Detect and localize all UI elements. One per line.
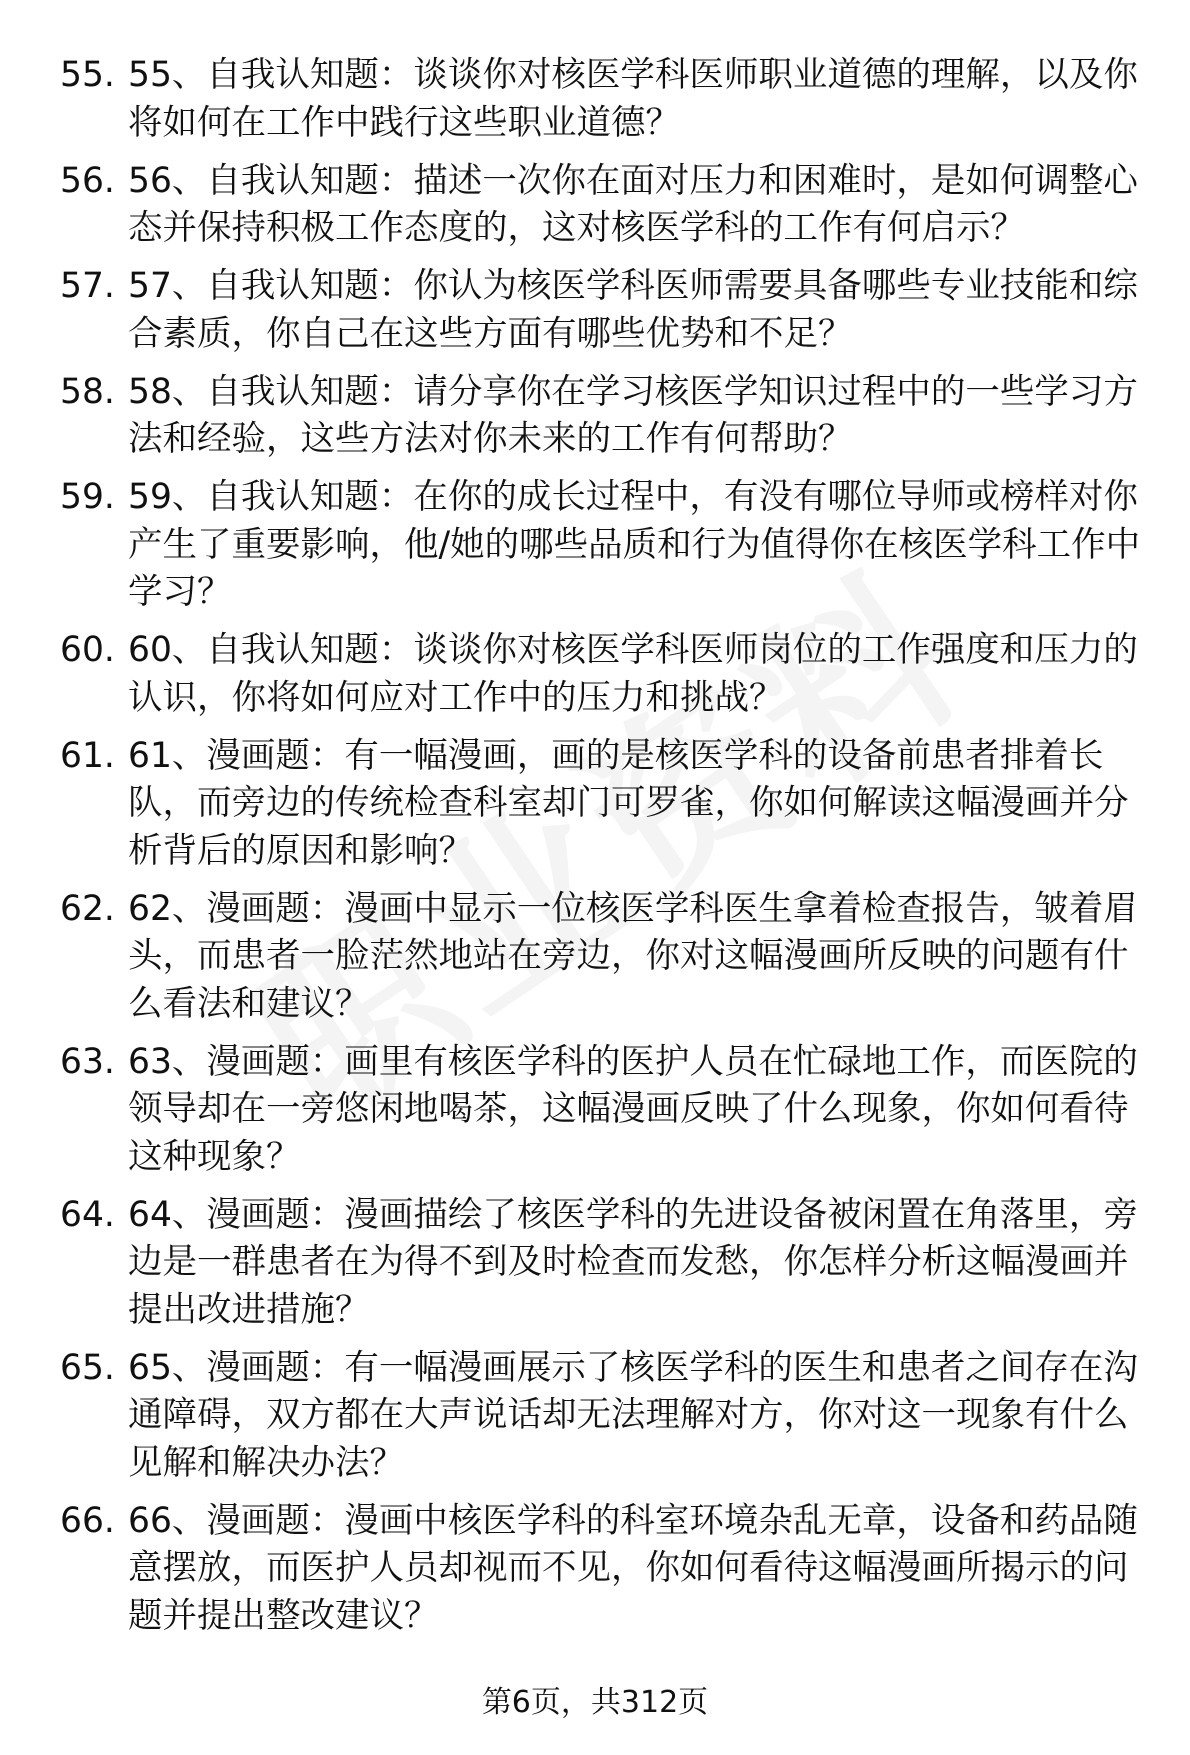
question-number: 61. [60, 735, 115, 776]
question-item [60, 1345, 1150, 1488]
question-item [60, 1192, 1150, 1335]
question-text: 56、自我认知题：描述一次你在面对压力和困难时，是如何调整心态并保持积极工作态度的，这对核医学科的工作有何启示？ [128, 160, 1138, 248]
question-number: 60. [60, 630, 115, 670]
question-number: 59. [60, 477, 115, 517]
question-item [60, 627, 1150, 722]
question-text: 57、自我认知题：你认为核医学科医师需要具备哪些专业技能和综合素质，你自己在这些方面有哪些优势和不足？ [128, 266, 1138, 354]
question-text: 58、自我认知题：请分享你在学习核医学知识过程中的一些学习方法和经验，这些方法对你未来的工作有何帮助？ [128, 371, 1138, 459]
question-text: 62、漫画题：漫画中显示一位核医学科医生拿着检查报告，皱着眉头，而患者一脸茫然地站在旁边，你对这幅漫画所反映的问题有什么看法和建议？ [128, 888, 1138, 1024]
question-item [60, 52, 1150, 147]
question-item [60, 474, 1150, 617]
question-number: 55. [60, 55, 115, 95]
question-item [60, 369, 1150, 464]
question-item [60, 1039, 1150, 1182]
question-text: 64、漫画题：漫画描绘了核医学科的先进设备被闲置在角落里，旁边是一群患者在为得不到及时检查而发愁，你怎样分析这幅漫画并提出改进措施？ [128, 1194, 1138, 1330]
page-footer: 第6页，共312页 [481, 1685, 709, 1720]
question-number: 66. [60, 1500, 115, 1541]
question-text: 65、漫画题：有一幅漫画展示了核医学科的医生和患者之间存在沟通障碍，双方都在大声说话却无法理解对方，你对这一现象有什么见解和解决办法？ [128, 1347, 1138, 1483]
question-text: 66、漫画题：漫画中核医学科的科室环境杂乱无章，设备和药品随意摆放，而医护人员却视而不见，你如何看待这幅漫画所揭示的问题并提出整改建议？ [128, 1500, 1138, 1636]
question-text: 59、自我认知题：在你的成长过程中，有没有哪位导师或榜样对你产生了重要影响，他/她的哪些品质和行为值得你在核医学科工作中学习？ [128, 477, 1141, 612]
question-text: 55、自我认知题：谈谈你对核医学科医师职业道德的理解，以及你将如何在工作中践行这些职业道德？ [128, 55, 1138, 143]
question-number: 65. [60, 1347, 115, 1388]
question-item [60, 733, 1150, 876]
question-number: 63. [60, 1041, 115, 1082]
question-text: 61、漫画题：有一幅漫画，画的是核医学科的设备前患者排着长队，而旁边的传统检查科室却门可罗雀，你如何解读这幅漫画并分析背后的原因和影响？ [128, 735, 1129, 871]
question-item [60, 886, 1150, 1029]
question-list [60, 52, 1150, 1651]
question-text: 60、自我认知题：谈谈你对核医学科医师岗位的工作强度和压力的认识，你将如何应对工作中的压力和挑战？ [128, 630, 1138, 718]
question-item [60, 158, 1150, 253]
question-text: 63、漫画题：画里有核医学科的医护人员在忙碌地工作，而医院的领导却在一旁悠闲地喝茶，这幅漫画反映了什么现象，你如何看待这种现象？ [128, 1041, 1138, 1177]
question-item [60, 263, 1150, 358]
question-number: 56. [60, 160, 115, 201]
question-number: 58. [60, 371, 115, 412]
question-item [60, 1498, 1150, 1641]
question-number: 64. [60, 1194, 115, 1235]
question-number: 57. [60, 266, 115, 306]
question-number: 62. [60, 888, 115, 929]
